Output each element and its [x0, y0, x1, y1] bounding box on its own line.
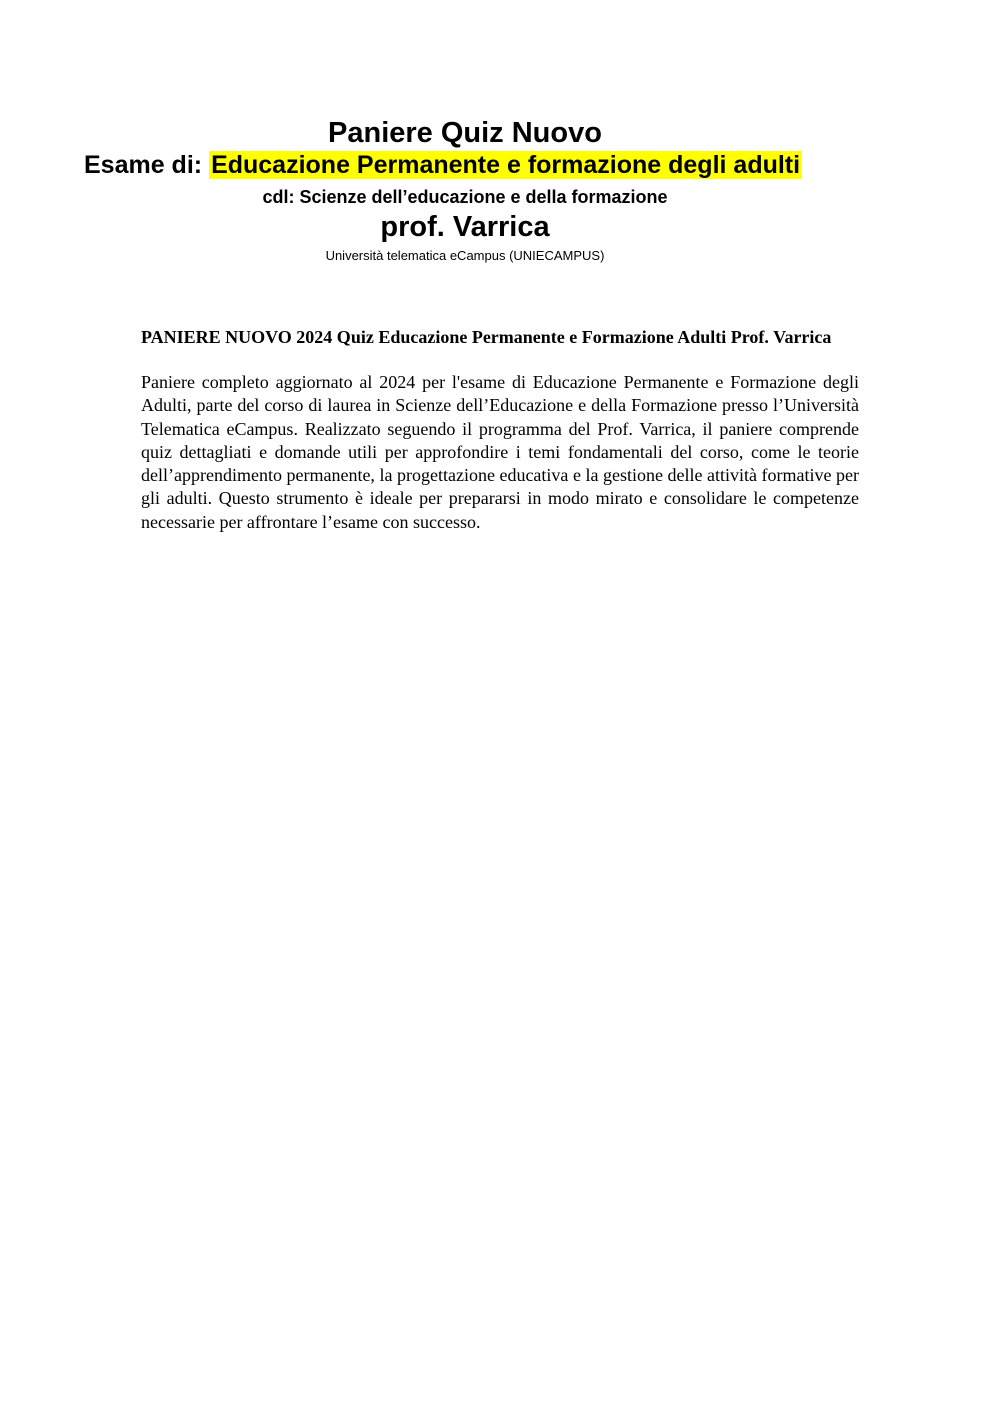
exam-prefix: Esame di: [84, 151, 203, 179]
content-heading: PANIERE NUOVO 2024 Quiz Educazione Permanente e Formazione Adulti Prof. Varrica [141, 327, 832, 347]
degree-course: cdl: Scienze dell’educazione e della formazione [262, 187, 668, 207]
exam-line [84, 149, 802, 181]
content-paragraph: Paniere completo aggiornato al 2024 per l'esame di Educazione Permanente e Formazione degli Adulti, parte del corso di laurea in Scienze dell’Educazione e della Formazione presso l’Università Telematica eCampus. Realizzato seguendo il programma del Prof. Varrica, il paniere comprende quiz dettagliati e domande utili per approfondire i temi fondamentali del corso, come le teorie dell’apprendimento permanente, la progettazione educativa e la gestione delle attività formative per gli adulti. Questo strumento è ideale per prepararsi in modo mirato e consolidare le competenze necessarie per affrontare l’esame con successo. [141, 372, 859, 532]
university-name: Università telematica eCampus (UNIECAMPUS) [325, 248, 605, 263]
document-content [141, 326, 859, 534]
document-title: Paniere Quiz Nuovo [328, 117, 602, 149]
exam-name-highlighted: Educazione Permanente e formazione degli adulti [211, 151, 801, 179]
professor-name: prof. Varrica [380, 211, 550, 243]
